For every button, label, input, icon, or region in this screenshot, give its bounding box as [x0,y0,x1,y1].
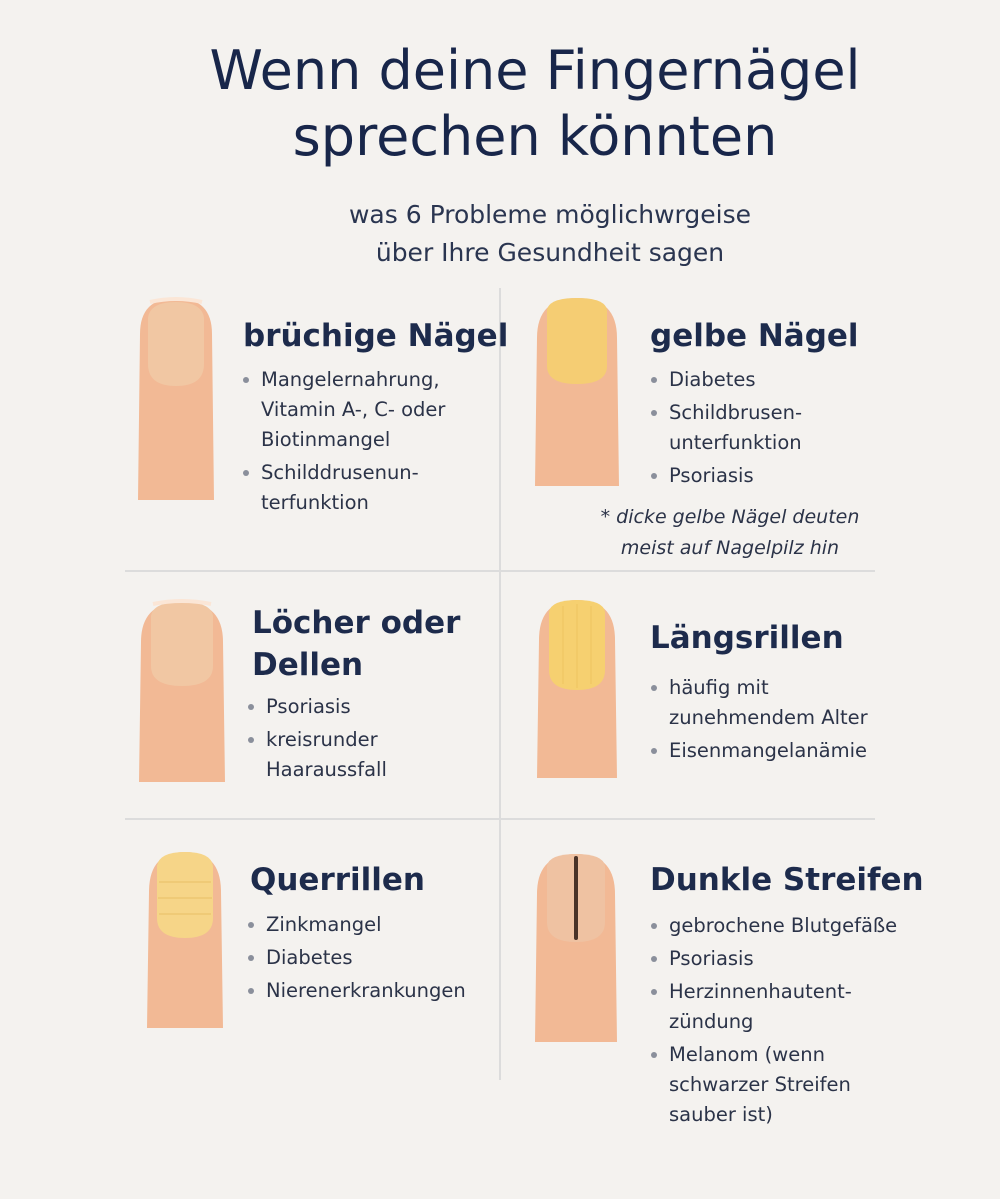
list-item: Psoriasis [648,461,898,491]
finger-illustration-horizontal-ridges [145,848,225,1030]
footnote-nail-fungus: * dicke gelbe Nägel deuten meist auf Nagelpilz hin [600,506,860,559]
list-pits-dents [245,692,485,788]
list-item: Zinkmangel [245,910,485,940]
horizontal-divider-2 [125,818,875,820]
title-line-2: sprechen könnten [292,105,778,168]
page-subtitle [250,196,850,272]
list-vertical-ridges [648,673,908,769]
list-item: Melanom (wenn schwarzer Streifen sauber ist) [648,1040,918,1130]
heading-vertical-ridges: Längsrillen [650,620,844,656]
heading-horizontal-ridges: Querrillen [250,862,425,898]
list-brittle-nails [240,365,490,521]
list-yellow-nails [648,365,898,494]
finger-illustration-pits [137,598,227,784]
vertical-divider [499,288,501,1080]
page-title [130,38,940,170]
list-item: Diabetes [245,943,485,973]
list-item: häufig mit zunehmendem Alter [648,673,908,733]
heading-pits-dents: Löcher oder Dellen [252,605,461,683]
list-item: Nierenerkrankungen [245,976,485,1006]
list-item: Schilddrusenun- terfunktion [240,458,490,518]
list-dark-streaks [648,911,918,1133]
list-item: Herzinnenhautent- zündung [648,977,918,1037]
list-item: Psoriasis [648,944,918,974]
list-item: Psoriasis [245,692,485,722]
heading-brittle-nails: brüchige Nägel [243,318,509,354]
finger-illustration-dark-streak [533,850,619,1044]
finger-illustration-vertical-ridges [535,596,619,780]
heading-yellow-nails: gelbe Nägel [650,318,859,354]
horizontal-divider-1 [125,570,875,572]
list-item: Schildbrusen- unterfunktion [648,398,898,458]
finger-illustration-yellow [533,294,621,488]
list-item: Diabetes [648,365,898,395]
finger-illustration-brittle [136,294,216,502]
list-item: gebrochene Blutgefäße [648,911,918,941]
list-item: Eisenmangelanämie [648,736,908,766]
list-item: Mangelernahrung, Vitamin A-, C- oder Biotinmangel [240,365,490,455]
list-item: kreisrunder Haaraussfall [245,725,485,785]
heading-dark-streaks: Dunkle Streifen [650,862,924,898]
list-horizontal-ridges [245,910,485,1009]
title-line-1: Wenn deine Fingernägel [209,39,861,102]
subtitle-line-2: über Ihre Gesundheit sagen [375,238,725,267]
subtitle-line-1: was 6 Probleme möglichwrgeise [348,200,751,229]
